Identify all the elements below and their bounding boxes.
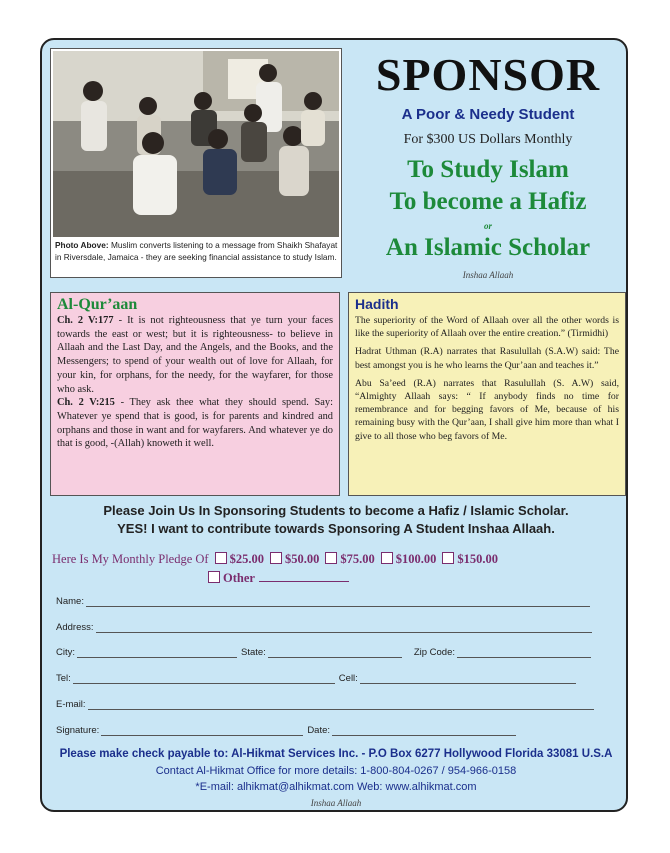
address-row bbox=[56, 622, 596, 633]
monthly-amount: For $300 US Dollars Monthly bbox=[403, 132, 573, 147]
email-web: *E-mail: alhikmat@alhikmat.com Web: www.alhikmat.com bbox=[195, 781, 477, 793]
contact-details: Contact Al-Hikmat Office for more details: 1-800-804-0267 / 954-966-0158 bbox=[155, 765, 517, 777]
inshaa-allaah-bottom: Inshaa Allaah bbox=[310, 798, 362, 808]
pledge-100-checkbox[interactable] bbox=[381, 552, 393, 564]
zip-field[interactable] bbox=[457, 647, 591, 658]
tel-field[interactable] bbox=[73, 673, 335, 684]
verse-215-ref: Ch. 2 V:215 bbox=[57, 397, 115, 409]
pledge-other-amount-field[interactable] bbox=[259, 571, 349, 582]
phone-row bbox=[56, 673, 580, 684]
pledge-25-label: $25.00 bbox=[229, 552, 264, 566]
pledge-100-label: $100.00 bbox=[395, 552, 437, 566]
payment-instructions: Please make check payable to: Al-Hikmat Services Inc. - P.O Box 6277 Hollywood Florida 33081 U.S.A bbox=[59, 748, 613, 760]
pledge-75-checkbox[interactable] bbox=[325, 552, 337, 564]
name-row bbox=[56, 596, 594, 607]
verse-177-text: - It is not righteousness that ye turn your faces towards the east or west; but it is righteousness- to believe in Allaah and the Last Day, and the Angels, and the Books, and the Messengers; to spend of your wealth out of love for Allaah, for your kin, for orphans, for the needy, for the wayfarer, for those who ask. bbox=[57, 315, 333, 395]
pledge-label: Here Is My Monthly Pledge Of bbox=[52, 552, 209, 566]
hadith-box bbox=[348, 292, 626, 496]
pledge-50-label: $50.00 bbox=[284, 552, 320, 566]
name-field[interactable] bbox=[86, 596, 590, 607]
become-hafiz-line: To become a Hafiz bbox=[389, 188, 587, 215]
sponsor-heading: SPONSOR bbox=[375, 49, 601, 100]
caption-text: Muslim converts listening to a message from Shaikh Shafayat in Riversdale, Jamaica - they are seeking financial assistance to study Islam. bbox=[55, 240, 338, 262]
pledge-25-checkbox[interactable] bbox=[215, 552, 227, 564]
pledge-row bbox=[52, 552, 498, 567]
study-islam-line: To Study Islam bbox=[407, 156, 569, 183]
city-label: City: bbox=[56, 647, 75, 658]
zip-label: Zip Code: bbox=[413, 647, 456, 658]
pledge-other-label: Other bbox=[223, 571, 255, 585]
quran-title: Al-Qur’aan bbox=[57, 296, 138, 313]
join-appeal bbox=[42, 502, 630, 538]
poor-student-subtitle: A Poor & Needy Student bbox=[401, 106, 575, 123]
email-label: E-mail: bbox=[56, 699, 86, 710]
email-row bbox=[56, 699, 598, 710]
pledge-150-checkbox[interactable] bbox=[442, 552, 454, 564]
pledge-other-checkbox[interactable] bbox=[208, 571, 220, 583]
address-label: Address: bbox=[56, 622, 94, 633]
verse-215-text: - They ask thee what they should spend. Say: Whatever ye spend that is good, is for parents and kindred and orphans and those in want and for wayfarers. And whatever ye do that is good, -(Allah) knoweth it well. bbox=[57, 397, 333, 450]
pledge-50-checkbox[interactable] bbox=[270, 552, 282, 564]
photo-frame bbox=[50, 48, 342, 278]
caption-label: Photo Above: bbox=[55, 240, 109, 250]
photo-caption bbox=[55, 239, 339, 263]
address-field[interactable] bbox=[96, 622, 592, 633]
hadith-title: Hadith bbox=[355, 296, 399, 312]
signature-field[interactable] bbox=[101, 725, 303, 736]
city-row bbox=[56, 647, 595, 658]
city-field[interactable] bbox=[77, 647, 237, 658]
name-label: Name: bbox=[56, 596, 84, 607]
signature-label: Signature: bbox=[56, 725, 100, 736]
tel-label: Tel: bbox=[56, 673, 71, 684]
date-field[interactable] bbox=[332, 725, 516, 736]
pledge-75-label: $75.00 bbox=[340, 552, 375, 566]
quran-box bbox=[50, 292, 340, 496]
state-label: State: bbox=[241, 647, 266, 658]
pledge-150-label: $150.00 bbox=[457, 552, 498, 566]
state-field[interactable] bbox=[268, 647, 402, 658]
or-text: or bbox=[483, 221, 492, 231]
email-field[interactable] bbox=[88, 699, 594, 710]
signature-row bbox=[56, 725, 520, 736]
quran-verse-177 bbox=[57, 314, 333, 396]
group-photo bbox=[53, 51, 339, 237]
date-label: Date: bbox=[307, 725, 331, 736]
join-line-2: YES! I want to contribute towards Sponsoring A Student Inshaa Allaah. bbox=[117, 521, 555, 536]
islamic-scholar-line: An Islamic Scholar bbox=[385, 234, 591, 261]
quran-verse-215 bbox=[57, 396, 333, 451]
join-line-1: Please Join Us In Sponsoring Students to become a Hafiz / Islamic Scholar. bbox=[103, 503, 569, 518]
cell-label: Cell: bbox=[338, 673, 358, 684]
cell-field[interactable] bbox=[360, 673, 576, 684]
inshaa-allaah-top: Inshaa Allaah bbox=[462, 270, 514, 280]
hadith-uthman: Hadrat Uthman (R.A) narrates that Rasulullah (S.A.W) said: The best amongst you is he who learns the Qur’aan and teaches it.” bbox=[355, 346, 619, 371]
hadith-tirmidhi: The superiority of the Word of Allaah over all the other words is like the superiority of Allaah over the entire creation.” (Tirmidhi) bbox=[355, 315, 619, 340]
hadith-abu-saeed: Abu Sa’eed (R.A) narrates that Rasulullah (S. A.W) said, “Almighty Allaah says: “ If anybody finds no time for remembrance and for begging favors of Me, because of his remaining busy with the Qur’aan, I shall give him more than what I give to all those who beg favors of Me. bbox=[355, 377, 619, 442]
pledge-other-row bbox=[208, 571, 349, 586]
flyer-card bbox=[40, 38, 628, 812]
verse-177-ref: Ch. 2 V:177 bbox=[57, 315, 114, 326]
